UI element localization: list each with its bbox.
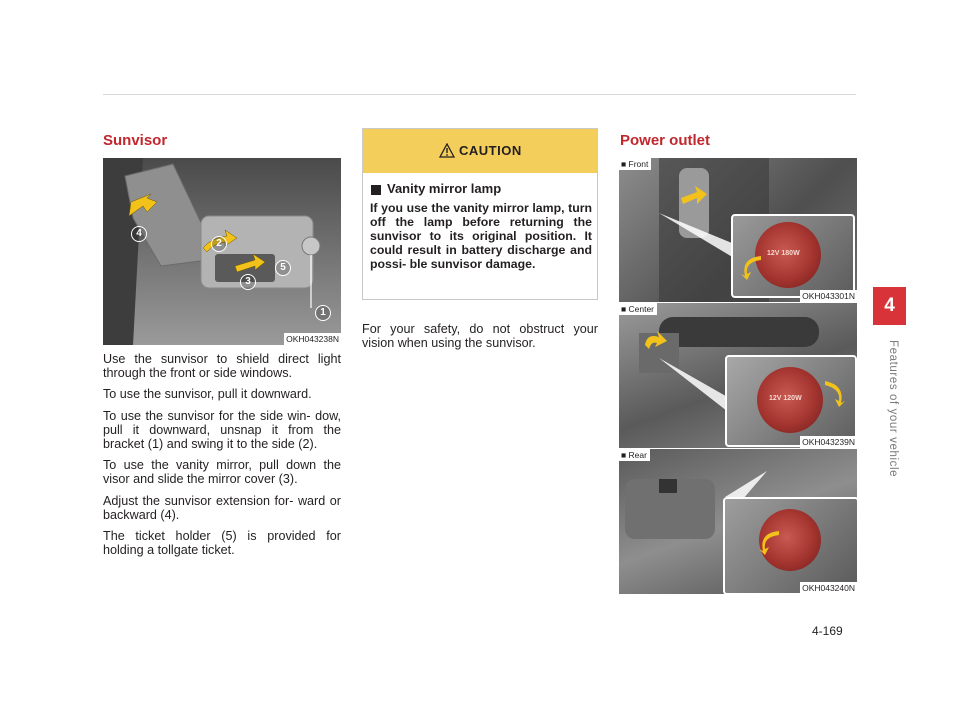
top-rule xyxy=(103,94,856,95)
section-title-sunvisor: Sunvisor xyxy=(103,132,168,149)
paragraph: To use the vanity mirror, pull down the visor and slide the mirror cover (3). xyxy=(103,458,341,487)
caution-title: CAUTION xyxy=(459,143,522,158)
paragraph: Adjust the sunvisor extension for- ward or backward (4). xyxy=(103,493,341,522)
visibility-note: For your safety, do not obstruct your vision when using the sunvisor. xyxy=(362,322,598,351)
section-title-power-outlet: Power outlet xyxy=(620,132,711,149)
figure-code: OKH043239N xyxy=(802,437,855,447)
caution-text: If you use the vanity mirror lamp, turn off the lamp before returning the sunvisor to its original position. It could result in battery discharge and possi- ble sunvisor damage. xyxy=(370,201,592,271)
figure-code: OKH043301N xyxy=(802,291,855,301)
front-outlet-figure xyxy=(619,158,857,302)
page-number: 4-169 xyxy=(812,624,843,638)
socket-rating: 12V 120W xyxy=(769,395,802,402)
socket-rating: 12V 180W xyxy=(767,250,800,257)
front-outlet-inset xyxy=(731,214,855,298)
rotate-arrow-icon xyxy=(755,525,785,555)
chapter-title: Features of your vehicle xyxy=(887,340,899,478)
sunvisor-text xyxy=(103,352,341,564)
panel-label-center: ■ Center xyxy=(619,303,657,315)
callout-2: 2 xyxy=(211,236,227,252)
caution-subheading: Vanity mirror lamp xyxy=(387,181,502,196)
center-outlet-inset xyxy=(725,355,857,447)
chapter-tab: 4 xyxy=(873,287,906,325)
caution-box xyxy=(362,128,598,300)
warning-icon xyxy=(439,143,455,158)
figure-code: OKH043238N xyxy=(286,334,339,344)
paragraph: To use the sunvisor for the side win- dow, pull it downward, unsnap it from the bracket (1) and swing it to the side (2). xyxy=(103,408,341,452)
callout-3: 3 xyxy=(240,274,256,290)
center-outlet-figure xyxy=(619,303,857,448)
panel-label-rear: ■ Rear xyxy=(619,449,650,461)
caution-header xyxy=(363,129,597,173)
paragraph: To use the sunvisor, pull it downward. xyxy=(103,387,312,402)
rear-outlet-figure xyxy=(619,449,857,594)
panel-label-front: ■ Front xyxy=(619,158,651,170)
paragraph: Use the sunvisor to shield direct light through the front or side windows. xyxy=(103,352,341,381)
rotate-arrow-icon xyxy=(819,377,849,407)
figure-code: OKH043240N xyxy=(802,583,855,593)
bullet-square xyxy=(371,185,381,195)
paragraph: The ticket holder (5) is provided for holding a tollgate ticket. xyxy=(103,529,341,558)
callout-1: 1 xyxy=(315,305,331,321)
rotate-arrow-icon xyxy=(737,250,767,280)
callout-4: 4 xyxy=(131,226,147,242)
callout-5: 5 xyxy=(275,260,291,276)
rear-outlet-inset xyxy=(723,497,857,594)
sunvisor-figure xyxy=(103,158,341,345)
sunvisor-illustration xyxy=(103,158,341,345)
